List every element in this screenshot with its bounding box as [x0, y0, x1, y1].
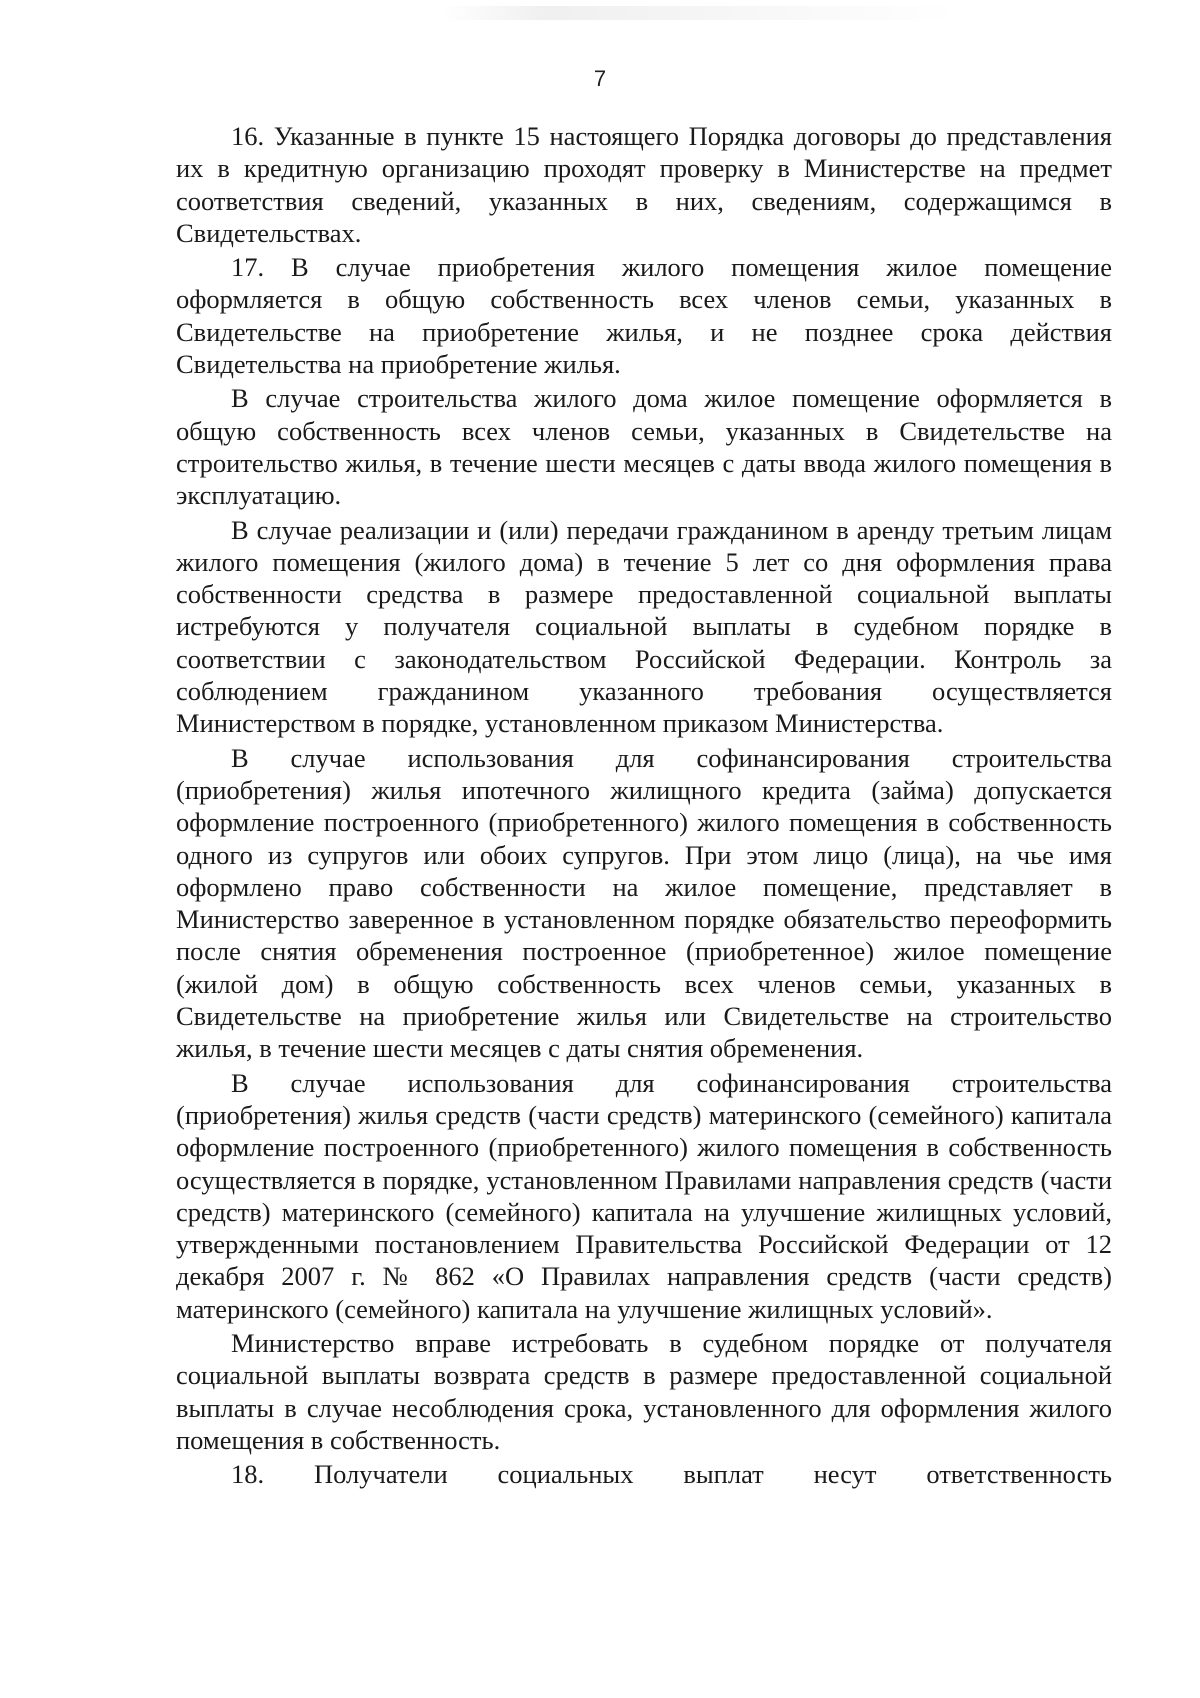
- paragraph-17-maternity-capital: В случае использования для софинансирования строительства (приобретения) жилья средств (части средств) материнского (семейного) капитала оформление построенного (приобретенного) жилого помещения в собственность осуществляется в порядке, установленном Правилами направления средств (части средств) материнского (семейного) капитала на улучшение жилищных условий, утвержденными постановлением Правительства Российской Федерации от 12 декабря 2007 г. № 862 «О Правилах направления средств (части средств) материнского (семейного) капитала на улучшение жилищных условий».: [176, 1067, 1112, 1324]
- paragraph-17-mortgage: В случае использования для софинансирования строительства (приобретения) жилья ипотечного жилищного кредита (займа) допускается оформление построенного (приобретенного) жилого помещения в собственность одного из супругов или обоих супругов. При этом лицо (лица), на чье имя оформлено право собственности на жилое помещение, представляет в Министерство заверенное в установленном порядке обязательство переоформить после снятия обременения построенное (приобретенное) жилое помещение (жилой дом) в общую собственность всех членов семьи, указанных в Свидетельстве на приобретение жилья или Свидетельстве на строительство жилья, в течение шести месяцев с даты снятия обременения.: [176, 742, 1112, 1064]
- paragraph-17-ministry-claim: Министерство вправе истребовать в судебном порядке от получателя социальной выплаты возврата средств в размере предоставленной социальной выплаты в случае несоблюдения срока, установленного для оформления жилого помещения в собственность.: [176, 1327, 1112, 1455]
- paragraph-16: 16. Указанные в пункте 15 настоящего Порядка договоры до представления их в кредитную организацию проходят проверку в Министерстве на предмет соответствия сведений, указанных в них, сведениям, содержащимся в Свидетельствах.: [176, 121, 1112, 248]
- scan-artifact: [440, 6, 960, 20]
- paragraph-17-sale-rent: В случае реализации и (или) передачи гражданином в аренду третьим лицам жилого помещения (жилого дома) в течение 5 лет со дня оформления права собственности средства в размере предоставленной социальной выплаты истребуются у получателя социальной выплаты в судебном порядке в соответствии с законодательством Российской Федерации. Контроль за соблюдением гражданином указанного требования осуществляется Министерством в порядке, установленном приказом Министерства.: [176, 514, 1112, 739]
- document-body: [176, 120, 1112, 1492]
- paragraph-17-construction: В случае строительства жилого дома жилое помещение оформляется в общую собственность всех членов семьи, указанных в Свидетельстве на строительство жилья, в течение шести месяцев с даты ввода жилого помещения в эксплуатацию.: [176, 383, 1112, 511]
- paragraph-17: 17. В случае приобретения жилого помещения жилое помещение оформляется в общую собственность всех членов семьи, указанных в Свидетельстве на приобретение жилья, и не позднее срока действия Свидетельства на приобретение жилья.: [176, 252, 1112, 380]
- paragraph-18: 18. Получатели социальных выплат несут ответственность: [231, 1459, 1112, 1490]
- page-number: 7: [593, 66, 607, 91]
